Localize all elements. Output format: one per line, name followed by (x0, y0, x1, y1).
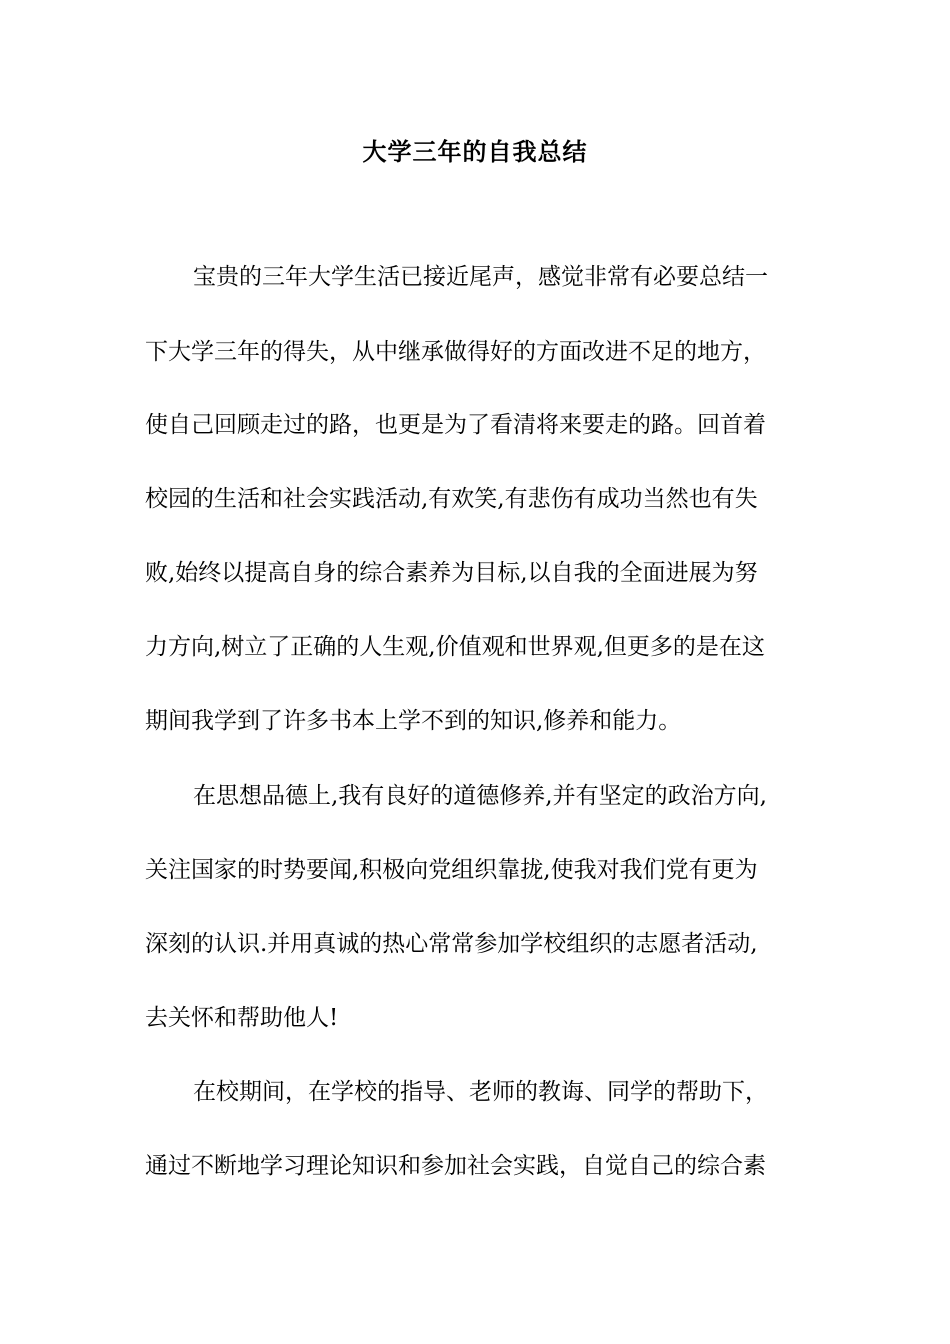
body-line: 通过不断地学习理论知识和参加社会实践，自觉自己的综合素 (145, 1153, 766, 1179)
body-line: 在思想品德上,我有良好的道德修养,并有坚定的政治方向, (193, 783, 767, 809)
body-line: 关注国家的时势要闻,积极向党组织靠拢,使我对我们党有更为 (145, 857, 758, 883)
body-line: 深刻的认识.并用真诚的热心常常参加学校组织的志愿者活动, (145, 931, 758, 957)
document-title: 大学三年的自我总结 (362, 137, 588, 166)
body-line: 下大学三年的得失，从中继承做得好的方面改进不足的地方， (145, 339, 766, 365)
body-line: 败,始终以提高自身的综合素养为目标,以自我的全面进展为努 (145, 560, 758, 586)
body-line: 宝贵的三年大学生活已接近尾声，感觉非常有必要总结一 (193, 264, 768, 290)
body-line: 力方向,树立了正确的人生观,价值观和世界观,但更多的是在这 (145, 634, 765, 660)
body-line: 期间我学到了许多书本上学不到的知识,修养和能力。 (145, 708, 682, 734)
body-line: 在校期间，在学校的指导、老师的教诲、同学的帮助下， (193, 1079, 768, 1105)
body-line: 校园的生活和社会实践活动,有欢笑,有悲伤有成功当然也有失 (145, 486, 758, 512)
body-line: 去关怀和帮助他人! (145, 1005, 339, 1031)
body-line: 使自己回顾走过的路，也更是为了看清将来要走的路。回首着 (145, 412, 766, 438)
